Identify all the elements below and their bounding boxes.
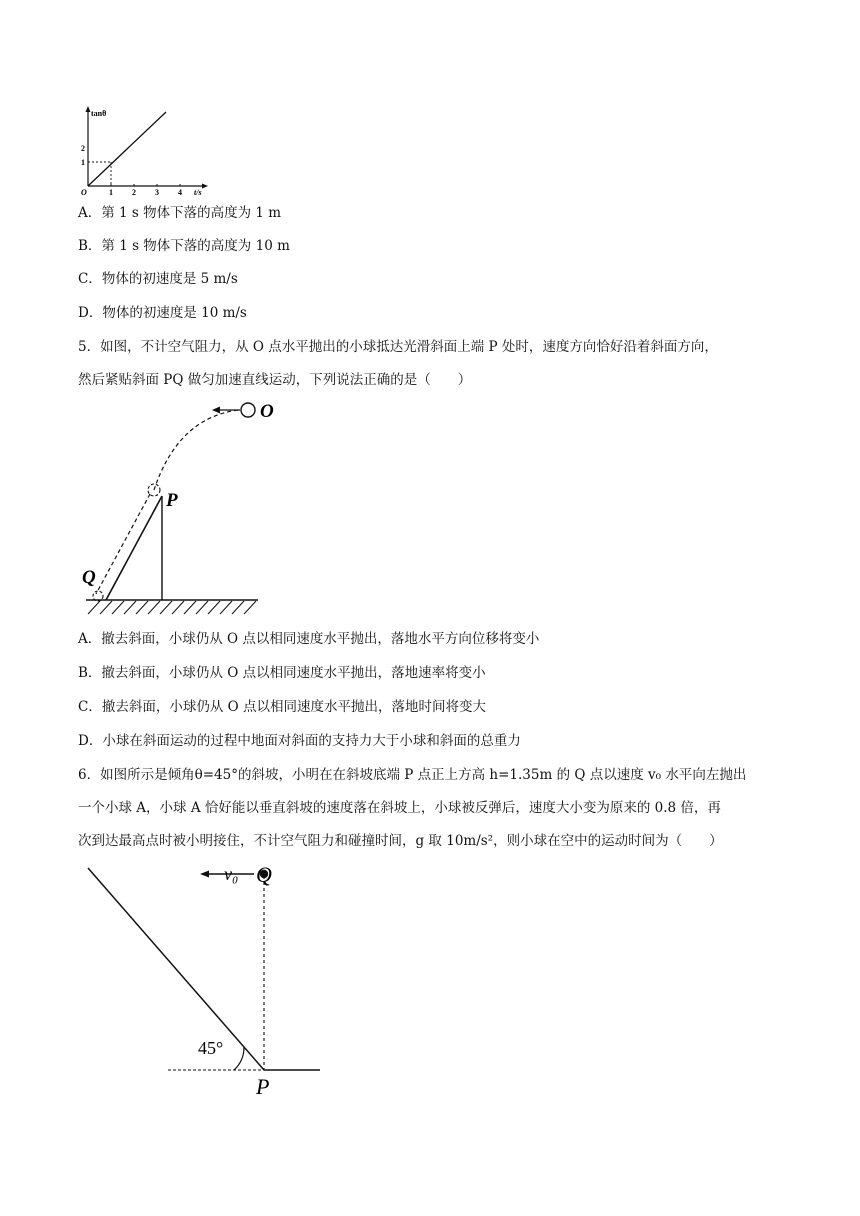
label-Q: Q [82, 567, 96, 588]
q4-option-c: C．物体的初速度是 5 m/s [78, 271, 238, 287]
q5-option-d: D．小球在斜面运动的过程中地面对斜面的支持力大于小球和斜面的总重力 [78, 733, 521, 749]
q6-stem-line-1: 6．如图所示是倾角θ=45°的斜坡，小明在在斜坡底端 P 点正上方高 h=1.35m 的 Q 点以速度 v₀ 水平向左抛出 [78, 767, 747, 783]
label-Q: Q [256, 862, 272, 887]
x-tick-label: 3 [155, 188, 159, 196]
q5-option-c: C．撤去斜面，小球仍从 O 点以相同速度水平抛出，落地时间将变大 [78, 699, 486, 715]
q6-stem-line-3: 次到达最高点时被小明接住，不计空气阻力和碰撞时间，g 取 10m/s²，则小球在空中的运动时间为（ ） [78, 833, 723, 849]
q5-option-a: A．撤去斜面，小球仍从 O 点以相同速度水平抛出，落地水平方向位移将变小 [78, 631, 540, 647]
x-tick-label: 1 [109, 188, 113, 196]
y-tick-label: 1 [81, 158, 85, 167]
q4-option-a: A．第 1 s 物体下落的高度为 1 m [78, 205, 282, 221]
label-P: P [166, 490, 178, 511]
label-P: P [256, 1074, 270, 1099]
x-tick-label: 4 [178, 188, 182, 196]
q4-option-b: B．第 1 s 物体下落的高度为 10 m [78, 238, 290, 254]
y-tick-label: 2 [81, 144, 85, 153]
tan-theta-graph [78, 104, 210, 196]
incline-projectile-figure [78, 398, 278, 620]
y-axis-label: tanθ [91, 109, 107, 118]
q5-stem-line-1: 5．如图，不计空气阻力，从 O 点水平抛出的小球抵达光滑斜面上端 P 处时，速度方向恰好沿着斜面方向， [78, 339, 718, 355]
label-O: O [260, 401, 274, 422]
x-axis-label: t/s [194, 188, 202, 196]
q5-stem-line-2: 然后紧贴斜面 PQ 做匀加速直线运动，下列说法正确的是（ ） [78, 372, 472, 388]
label-v0: v₀ [224, 864, 239, 884]
origin-label: O [81, 188, 87, 196]
label-angle: 45° [198, 1038, 224, 1058]
q4-option-d: D．物体的初速度是 10 m/s [78, 305, 247, 321]
q5-option-b: B．撤去斜面，小球仍从 O 点以相同速度水平抛出，落地速率将变小 [78, 665, 486, 681]
slope-figure [78, 862, 328, 1102]
q6-stem-line-2: 一个小球 A，小球 A 恰好能以垂直斜坡的速度落在斜坡上，小球被反弹后，速度大小变为原来的 0.8 倍，再 [78, 800, 721, 816]
x-tick-label: 2 [132, 188, 136, 196]
